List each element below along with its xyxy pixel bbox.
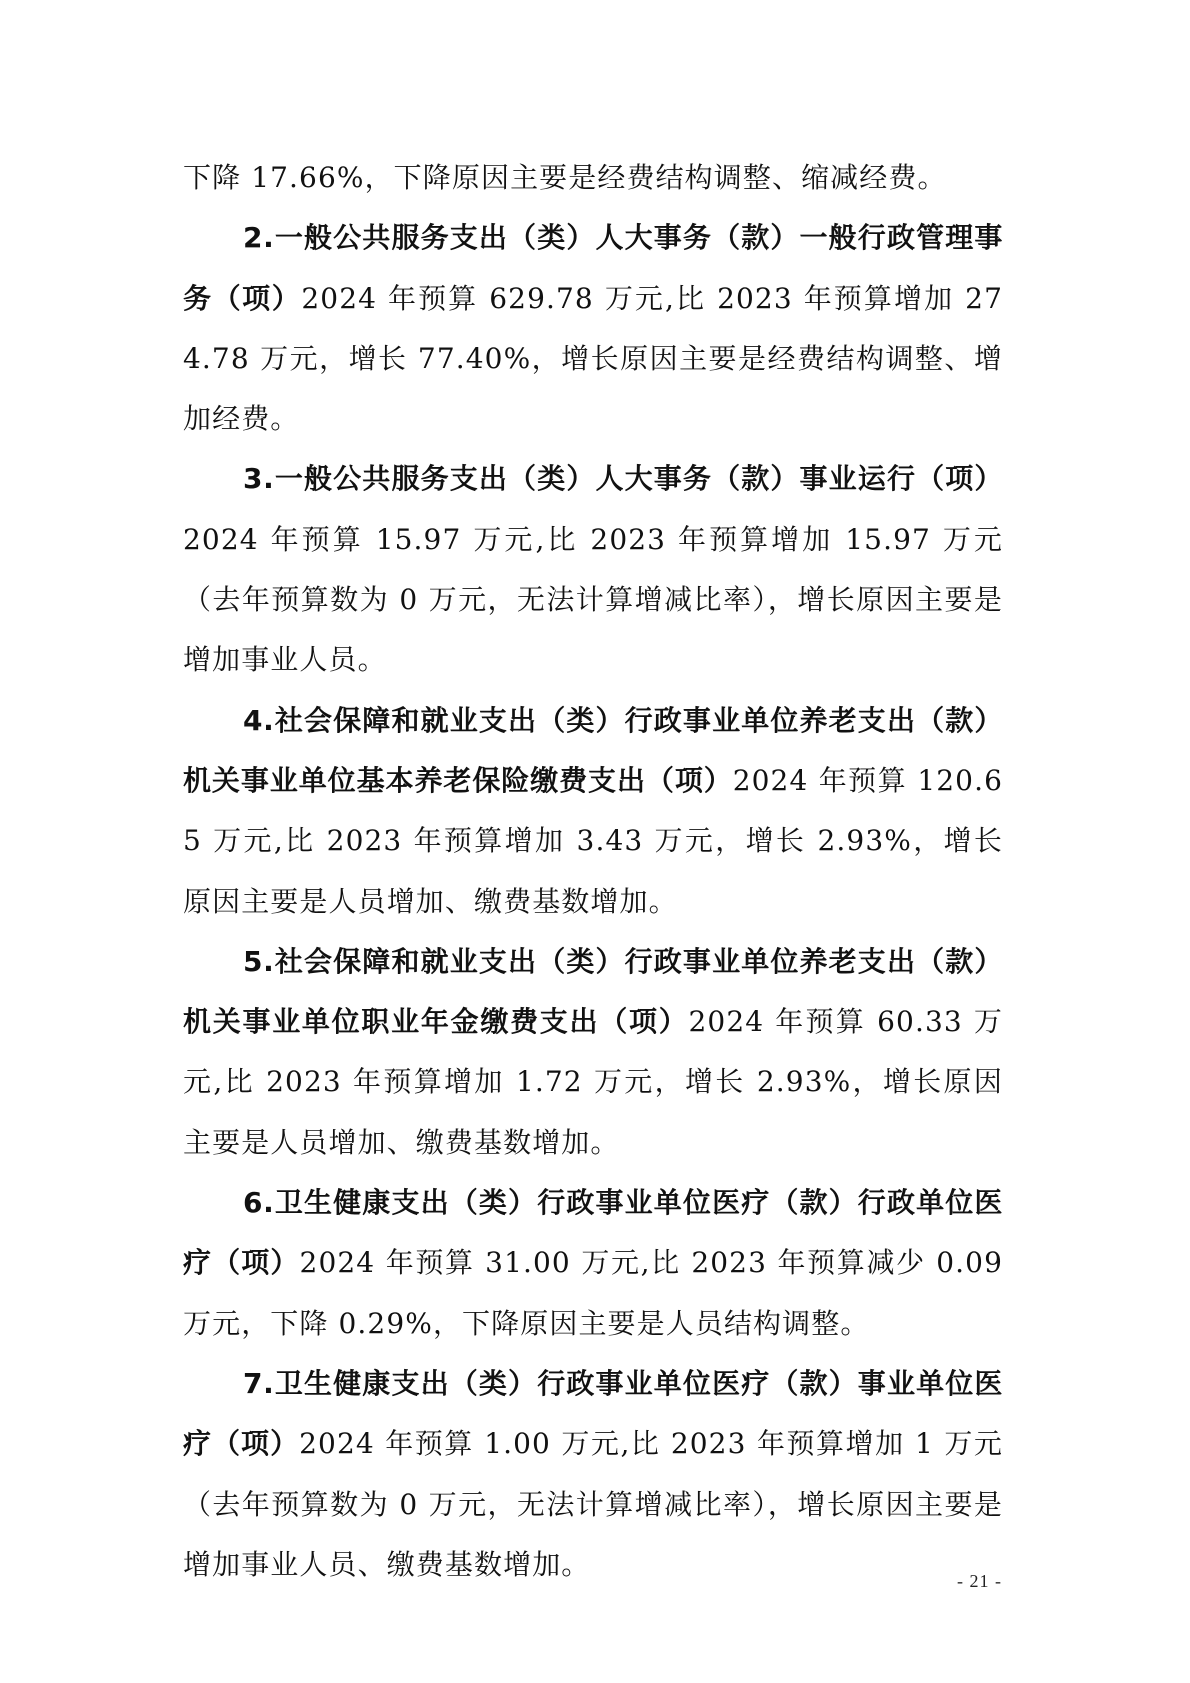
- paragraph-5-text: 2024 年预算 60.33 万元,比 2023 年预算增加 1.72 万元，增长 2.93%，增长原因主要是人员增加、缴费基数增加。: [183, 1005, 1004, 1159]
- paragraph-2: [183, 208, 1003, 449]
- paragraph-6-text: 2024 年预算 31.00 万元,比 2023 年预算减少 0.09 万元，下降 0.29%，下降原因主要是人员结构调整。: [183, 1246, 1003, 1340]
- paragraph-4-text: 2024 年预算 120.65 万元,比 2023 年预算增加 3.43 万元，增长 2.93%，增长原因主要是人员增加、缴费基数增加。: [183, 763, 1003, 918]
- paragraph-7-heading: 7.卫生健康支出（类）行政事业单位医疗（款）事业单位医疗（项）: [183, 1366, 1003, 1461]
- paragraph-5-heading: 5.社会保障和就业支出（类）行政事业单位养老支出（款）机关事业单位职业年金缴费支出（项）: [183, 944, 1003, 1039]
- paragraph-1: [183, 148, 1003, 208]
- paragraph-6-heading: 6.卫生健康支出（类）行政事业单位医疗（款）行政单位医疗（项）: [183, 1186, 1003, 1280]
- paragraph-5: [183, 932, 1003, 1173]
- paragraph-1-text: 下降 17.66%，下降原因主要是经费结构调整、缩减经费。: [183, 161, 947, 194]
- paragraph-2-heading: 2.一般公共服务支出（类）人大事务（款）一般行政管理事务（项）: [183, 221, 1003, 315]
- paragraph-3-text: 2024 年预算 15.97 万元,比 2023 年预算增加 15.97 万元（去年预算数为 0 万元，无法计算增减比率），增长原因主要是增加事业人员。: [183, 522, 1003, 677]
- paragraph-6: [183, 1173, 1003, 1354]
- document-body: [183, 148, 1003, 1595]
- paragraph-3: [183, 449, 1003, 690]
- paragraph-7-text: 2024 年预算 1.00 万元,比 2023 年预算增加 1 万元（去年预算数为 0 万元，无法计算增减比率），增长原因主要是增加事业人员、缴费基数增加。: [183, 1427, 1003, 1581]
- paragraph-3-heading: 3.一般公共服务支出（类）人大事务（款）事业运行（项）: [243, 462, 1003, 496]
- page-number: - 21 -: [957, 1571, 1002, 1591]
- paragraph-4: [183, 691, 1003, 932]
- paragraph-7: [183, 1354, 1003, 1595]
- paragraph-2-text: 2024 年预算 629.78 万元,比 2023 年预算增加 274.78 万元，增长 77.40%，增长原因主要是经费结构调整、增加经费。: [183, 281, 1003, 436]
- paragraph-4-heading: 4.社会保障和就业支出（类）行政事业单位养老支出（款）机关事业单位基本养老保险缴费支出（项）: [183, 703, 1003, 797]
